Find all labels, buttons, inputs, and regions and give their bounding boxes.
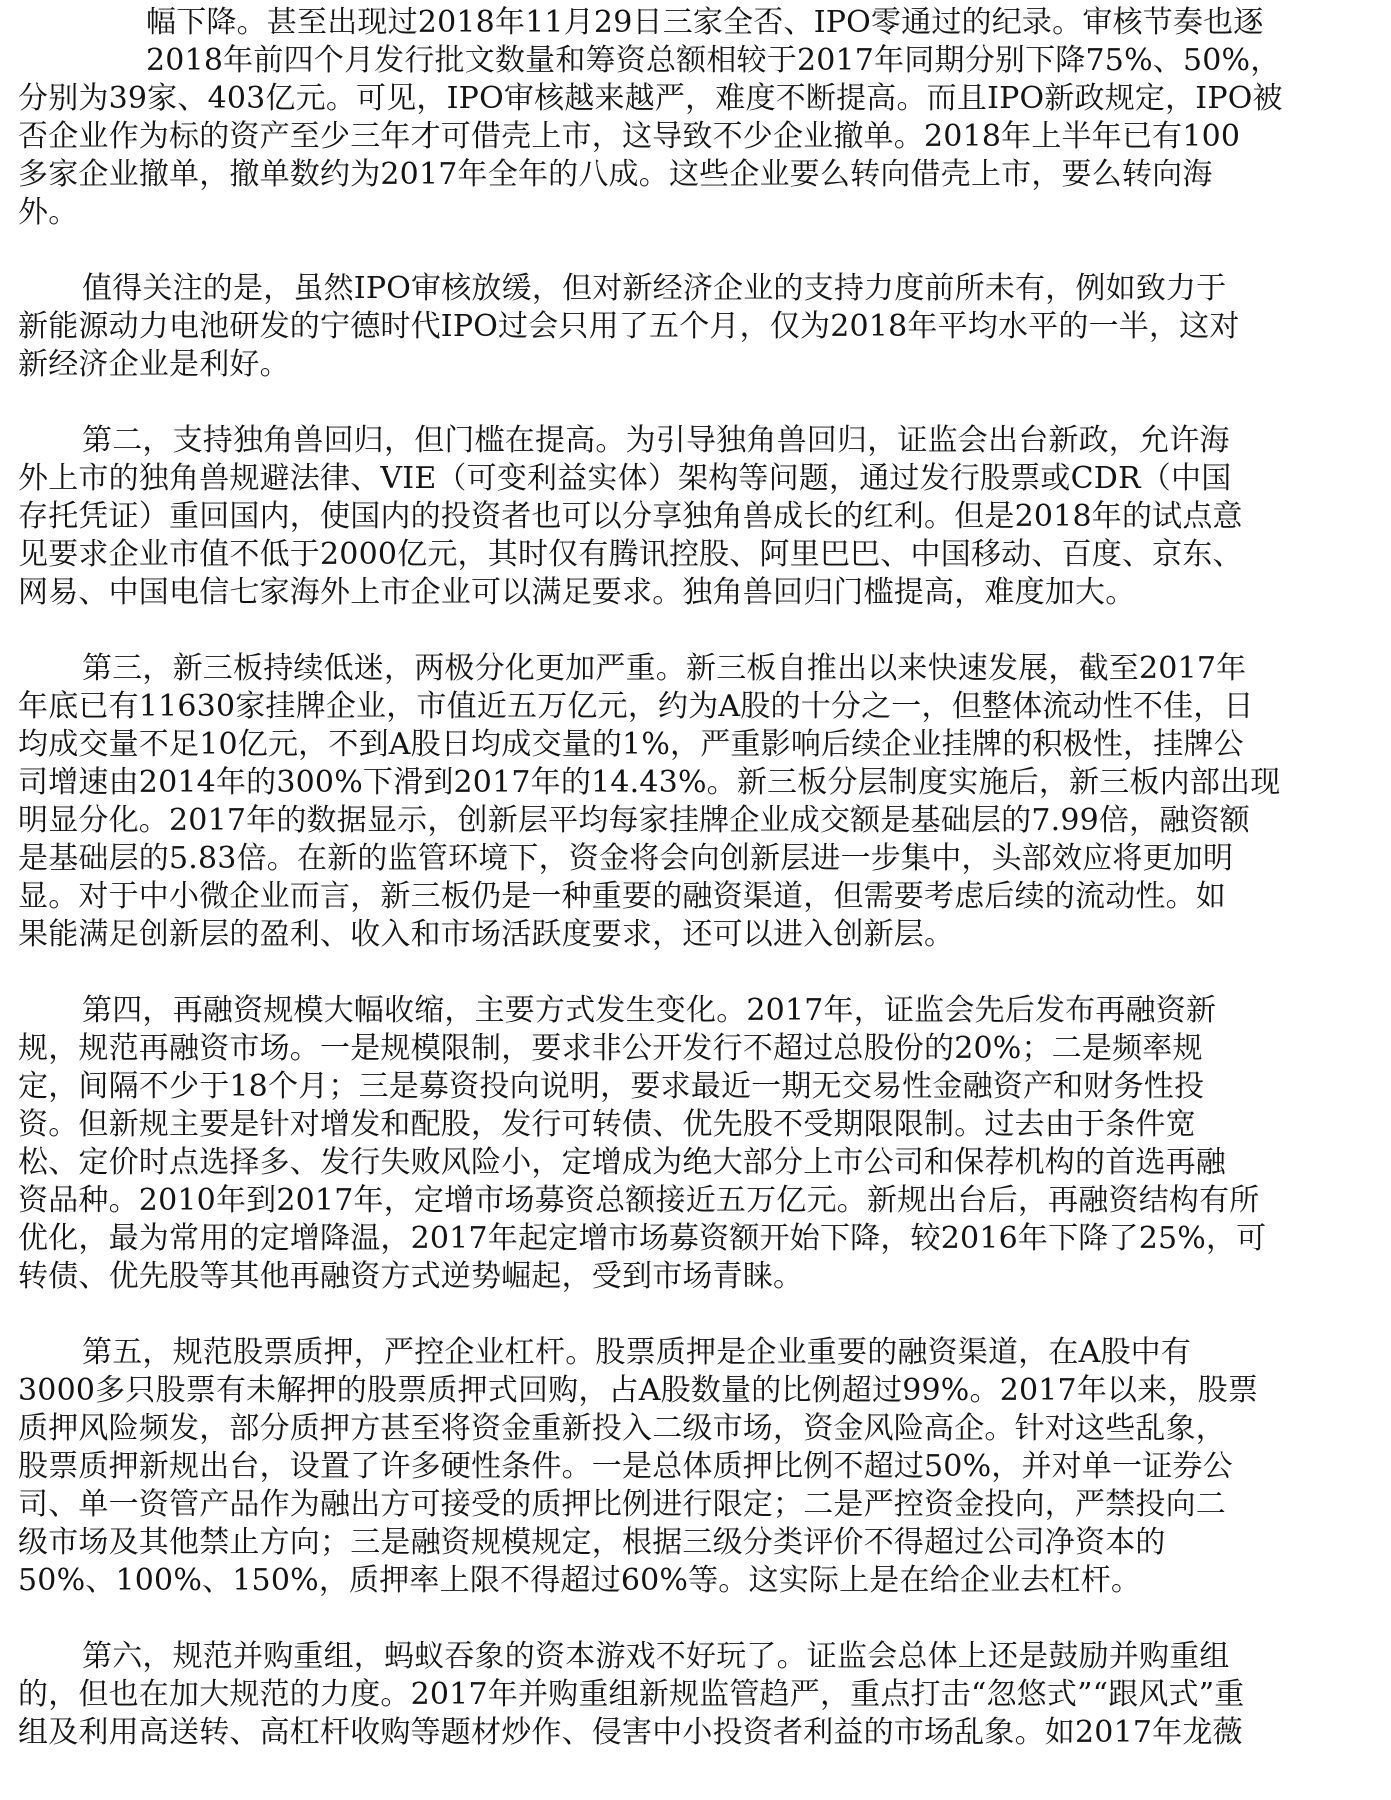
text-line: 网易、中国电信七家海外上市企业可以满足要求。独角兽回归门槛提高，难度加大。 bbox=[18, 575, 1136, 610]
text-line: 果能满足创新层的盈利、收入和市场活跃度要求，还可以进入创新层。 bbox=[18, 917, 955, 952]
text-line: 年底已有11630家挂牌企业，市值近五万亿元，约为A股的十分之一，但整体流动性不佳，日 bbox=[18, 689, 1254, 724]
text-line: 资品种。2010年到2017年，定增市场募资总额接近五万亿元。新规出台后，再融资结构有所 bbox=[18, 1183, 1260, 1218]
text-line: 规，规范再融资市场。一是规模限制，要求非公开发行不超过总股份的20%；二是频率规 bbox=[18, 1031, 1203, 1066]
text-line: 分别为39家、403亿元。可见，IPO审核越来越严，难度不断提高。而且IPO新政规定，IPO被 bbox=[18, 81, 1283, 116]
text-line: 明显分化。2017年的数据显示，创新层平均每家挂牌企业成交额是基础层的7.99倍，融资额 bbox=[18, 803, 1250, 838]
text-line: 50%、100%、150%，质押率上限不得超过60%等。这实际上是在给企业去杠杆。 bbox=[18, 1563, 1142, 1598]
text-line: 第二，支持独角兽回归，但门槛在提高。为引导独角兽回归，证监会出台新政，允许海 bbox=[82, 423, 1230, 458]
text-line: 司增速由2014年的300%下滑到2017年的14.43%。新三板分层制度实施后，新三板内部出现 bbox=[18, 765, 1281, 800]
text-line: 松、定价时点选择多、发行失败风险小，定增成为绝大部分上市公司和保荐机构的首选再融 bbox=[18, 1145, 1226, 1180]
text-line: 新经济企业是利好。 bbox=[18, 347, 290, 382]
text-line: 第五，规范股票质押，严控企业杠杆。股票质押是企业重要的融资渠道，在A股中有 bbox=[82, 1335, 1192, 1370]
text-line: 转债、优先股等其他再融资方式逆势崛起，受到市场青睐。 bbox=[18, 1259, 804, 1294]
text-line: 见要求企业市值不低于2000亿元，其时仅有腾讯控股、阿里巴巴、中国移动、百度、京东、 bbox=[18, 537, 1243, 572]
text-line: 显。对于中小微企业而言，新三板仍是一种重要的融资渠道，但需要考虑后续的流动性。如 bbox=[18, 879, 1226, 914]
text-line: 多家企业撤单，撤单数约为2017年全年的八成。这些企业要么转向借壳上市，要么转向海 bbox=[18, 157, 1213, 192]
paragraph-mergers-acquisitions bbox=[18, 1638, 1378, 1752]
paragraph-ipo-review bbox=[18, 4, 1378, 232]
text-line: 均成交量不足10亿元，不到A股日均成交量的1%，严重影响后续企业挂牌的积极性，挂牌公 bbox=[18, 727, 1244, 762]
text-line: 否企业作为标的资产至少三年才可借壳上市，这导致不少企业撤单。2018年上半年已有100 bbox=[18, 119, 1241, 154]
paragraph-refinancing bbox=[18, 992, 1378, 1296]
text-line: 第三，新三板持续低迷，两极分化更加严重。新三板自推出以来快速发展，截至2017年 bbox=[82, 651, 1247, 686]
text-line: 组及利用高送转、高杠杆收购等题材炒作、侵害中小投资者利益的市场乱象。如2017年龙薇 bbox=[18, 1715, 1243, 1750]
text-line: 级市场及其他禁止方向；三是融资规模规定，根据三级分类评价不得超过公司净资本的 bbox=[18, 1525, 1166, 1560]
text-line: 幅下降。甚至出现过2018年11月29日三家全否、IPO零通过的纪录。审核节奏也逐 bbox=[146, 5, 1264, 40]
text-line: 值得关注的是，虽然IPO审核放缓，但对新经济企业的支持力度前所未有，例如致力于 bbox=[82, 271, 1227, 306]
paragraph-new-third-board bbox=[18, 650, 1378, 954]
text-line: 第六，规范并购重组，蚂蚁吞象的资本游戏不好玩了。证监会总体上还是鼓励并购重组 bbox=[82, 1639, 1230, 1674]
text-line: 资。但新规主要是针对增发和配股，发行可转债、优先股不受期限限制。过去由于条件宽 bbox=[18, 1107, 1196, 1142]
text-line: 外上市的独角兽规避法律、VIE（可变利益实体）架构等问题，通过发行股票或CDR（中国 bbox=[18, 461, 1232, 496]
text-line: 3000多只股票有未解押的股票质押式回购，占A股数量的比例超过99%。2017年以来，股票 bbox=[18, 1373, 1259, 1408]
text-line: 司、单一资管产品作为融出方可接受的质押比例进行限定；二是严控资金投向，严禁投向二 bbox=[18, 1487, 1226, 1522]
text-line: 新能源动力电池研发的宁德时代IPO过会只用了五个月，仅为2018年平均水平的一半，这对 bbox=[18, 309, 1240, 344]
text-line: 股票质押新规出台，设置了许多硬性条件。一是总体质押比例不超过50%，并对单一证券公 bbox=[18, 1449, 1233, 1484]
text-line: 外。 bbox=[18, 195, 79, 230]
text-line: 优化，最为常用的定增降温，2017年起定增市场募资额开始下降，较2016年下降了25%，可 bbox=[18, 1221, 1267, 1256]
text-line: 质押风险频发，部分质押方甚至将资金重新投入二级市场，资金风险高企。针对这些乱象， bbox=[18, 1411, 1226, 1446]
paragraph-share-pledge bbox=[18, 1334, 1378, 1600]
text-line: 是基础层的5.83倍。在新的监管环境下，资金将会向创新层进一步集中，头部效应将更加明 bbox=[18, 841, 1234, 876]
paragraph-new-economy bbox=[18, 270, 1378, 384]
document-page bbox=[18, 4, 1378, 1752]
text-line: 定，间隔不少于18个月；三是募资投向说明，要求最近一期无交易性金融资产和财务性投 bbox=[18, 1069, 1205, 1104]
text-line: 第四，再融资规模大幅收缩，主要方式发生变化。2017年，证监会先后发布再融资新 bbox=[82, 993, 1217, 1028]
text-line: 存托凭证）重回国内，使国内的投资者也可以分享独角兽成长的红利。但是2018年的试点意 bbox=[18, 499, 1243, 534]
text-line: 2018年前四个月发行批文数量和筹资总额相较于2017年同期分别下降75%、50%， bbox=[146, 43, 1281, 78]
paragraph-unicorn-return bbox=[18, 422, 1378, 612]
text-line: 的，但也在加大规范的力度。2017年并购重组新规监管趋严，重点打击“忽悠式”“跟风式”重 bbox=[18, 1677, 1245, 1712]
